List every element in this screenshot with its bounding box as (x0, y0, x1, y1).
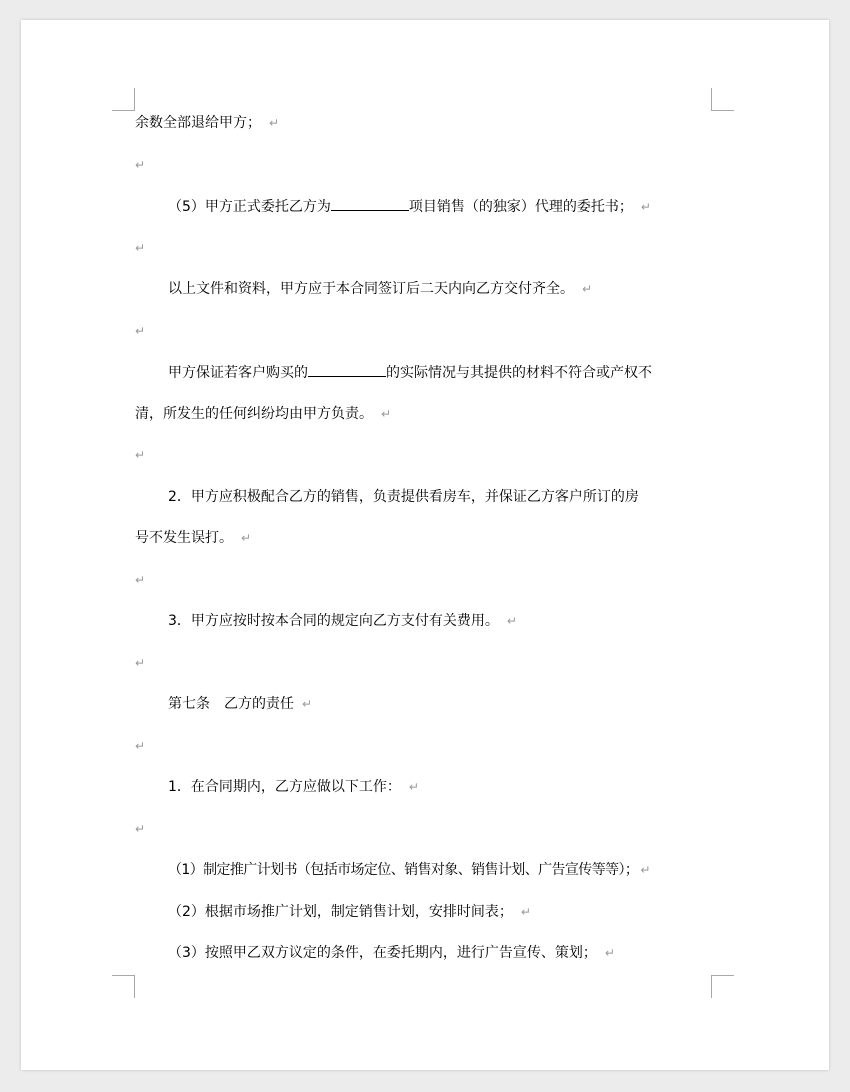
paragraph-mark-icon: ↵ (135, 158, 146, 172)
text-line[interactable] (135, 404, 391, 424)
text-run: 2．甲方应积极配合乙方的销售，负责提供看房车，并保证乙方客户所订的房 (168, 489, 639, 505)
text-line[interactable] (168, 860, 650, 880)
paragraph-mark-icon: ↵ (506, 614, 517, 628)
text-line[interactable] (168, 611, 517, 631)
paragraph-mark-icon: ↵ (135, 573, 146, 587)
text-run: 1．在合同期内，乙方应做以下工作： (168, 779, 401, 795)
paragraph-mark-icon: ↵ (269, 116, 280, 130)
text-line[interactable] (168, 902, 531, 922)
text-line[interactable] (168, 943, 615, 963)
text-run: 第七条 乙方的责任 (168, 696, 294, 712)
paragraph-mark-icon: ↵ (135, 739, 146, 753)
text-run: 以上文件和资料，甲方应于本合同签订后二天内向乙方交付齐全。 (168, 281, 574, 297)
paragraph-mark-icon: ↵ (520, 905, 531, 919)
text-run: 号不发生误打。 (135, 530, 233, 546)
fill-in-blank[interactable] (308, 362, 386, 377)
paragraph-mark-icon: ↵ (135, 324, 146, 338)
paragraph-mark-icon: ↵ (135, 241, 146, 255)
paragraph-mark-icon: ↵ (135, 656, 146, 670)
empty-paragraph[interactable] (135, 819, 145, 839)
text-run: 项目销售（的独家）代理的委托书； (408, 199, 633, 215)
text-run: （1）制定推广计划书（包括市场定位、销售对象、销售计划、广告宣传等等）； (168, 862, 639, 878)
margin-corner-top-left (112, 88, 135, 111)
text-run: （3）按照甲乙双方议定的条件，在委托期内，进行广告宣传、策划； (168, 945, 597, 961)
text-run: 的实际情况与其提供的材料不符合或产权不 (386, 365, 652, 381)
text-line[interactable] (135, 113, 279, 133)
text-line[interactable] (168, 279, 592, 299)
text-line[interactable] (135, 528, 251, 548)
text-run: （2）根据市场推广计划，制定销售计划，安排时间表； (168, 904, 513, 920)
text-run: （5）甲方正式委托乙方为 (168, 199, 331, 215)
margin-corner-bottom-right (711, 975, 734, 998)
document-page (21, 20, 829, 1070)
paragraph-mark-icon: ↵ (135, 448, 146, 462)
empty-paragraph[interactable] (135, 653, 145, 673)
text-line[interactable] (168, 362, 652, 382)
text-line[interactable] (168, 777, 419, 797)
paragraph-mark-icon: ↵ (241, 531, 252, 545)
paragraph-mark-icon: ↵ (582, 282, 593, 296)
text-run: 甲方保证若客户购买的 (168, 365, 308, 381)
empty-paragraph[interactable] (135, 238, 145, 258)
empty-paragraph[interactable] (135, 155, 145, 175)
paragraph-mark-icon: ↵ (604, 946, 615, 960)
paragraph-mark-icon: ↵ (640, 200, 651, 214)
text-run: 3．甲方应按时按本合同的规定向乙方支付有关费用。 (168, 613, 499, 629)
paragraph-mark-icon: ↵ (408, 780, 419, 794)
text-line[interactable] (168, 196, 651, 216)
fill-in-blank[interactable] (331, 196, 409, 211)
margin-corner-bottom-left (112, 975, 135, 998)
empty-paragraph[interactable] (135, 321, 145, 341)
empty-paragraph[interactable] (135, 736, 145, 756)
margin-corner-top-right (711, 88, 734, 111)
empty-paragraph[interactable] (135, 445, 145, 465)
paragraph-mark-icon: ↵ (135, 822, 146, 836)
empty-paragraph[interactable] (135, 570, 145, 590)
paragraph-mark-icon: ↵ (640, 863, 650, 877)
paragraph-mark-icon: ↵ (302, 697, 313, 711)
text-run: 清，所发生的任何纠纷均由甲方负责。 (135, 406, 373, 422)
text-run: 余数全部退给甲方； (135, 115, 261, 131)
paragraph-mark-icon: ↵ (381, 407, 392, 421)
section-heading[interactable] (168, 694, 312, 714)
text-line[interactable] (168, 487, 639, 507)
